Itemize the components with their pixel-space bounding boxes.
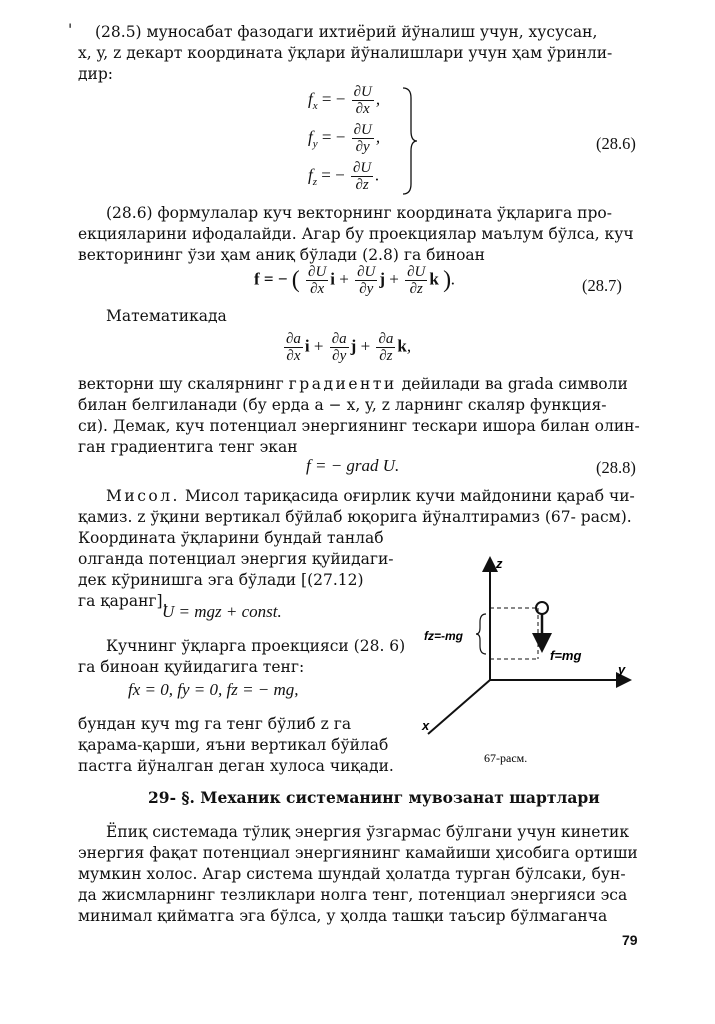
fz-label: fz=-mg: [424, 629, 463, 643]
para1-line2: x, y, z декарт координата ўқлари йўналишлари учун ҳам ўринли-: [78, 44, 613, 62]
para4-line4: да жисмларнинг тезликлари нолга тенг, потенциал энергияси эса: [78, 886, 628, 904]
eq-projections: fx = 0, fy = 0, fz = − mg,: [128, 680, 299, 699]
para3-line3: си). Демак, куч потенциал энергиянинг тескари ишора билан олин-: [78, 417, 640, 435]
eq-potential: U = mgz + const.: [162, 602, 282, 621]
f-label: f=mg: [550, 648, 582, 663]
eq287: f = − ( $\frac{\partial U}{\partial x}$ i + $\frac{\partial U}{\partial y}$ j + $\frac{\partial U}{\partial z}$ k ).: [254, 264, 456, 297]
para2-line2: екцияларини ифодалайди. Агар бу проекциялар маълум бўлса, куч: [78, 225, 634, 243]
eq286-row-x: $f_x$ = − $\frac{\partial U}{\partial x}$ ,: [308, 84, 381, 117]
figure-caption: 67-расм.: [484, 751, 528, 765]
para4-line2: энергия фақат потенциал энергиянинг камайиши ҳисобига ортиши: [78, 844, 638, 862]
grad-expression: $\frac{\partial a}{\partial x}$ i + $\frac{\partial a}{\partial y}$ j + $\frac{\partial a}{\partial z}$ k,: [286, 331, 412, 364]
x-axis: [428, 680, 490, 734]
z-label: z: [496, 556, 503, 571]
x-label: x: [422, 718, 430, 733]
leftcol2-line2: га биноан қуйидагига тенг:: [78, 658, 305, 676]
leftcol3-line2: қарама-қарши, яъни вертикал бўйлаб: [78, 736, 389, 754]
para1-line1: (28.5) муносабат фазодаги ихтиёрий йўналиш учун, хусусан,: [95, 23, 598, 41]
eq287-number: (28.7): [582, 276, 622, 295]
leftcol-line3: дек кўринишга эга бўлади [(27.12): [78, 571, 364, 589]
leftcol3-line3: пастга йўналган деган хулоса чиқади.: [78, 757, 394, 775]
eq286-row-z: $f_z$ = − $\frac{\partial U}{\partial z}$ .: [308, 160, 380, 193]
example-line1: Мисол. Мисол тариқасида оғирлик кучи майдонини қараб чи-: [106, 487, 635, 505]
para2-line1: (28.6) формулалар куч векторнинг координата ўқларига про-: [106, 204, 612, 222]
para3-line2: билан белгиланади (бу ерда a − x, y, z ларнинг скаляр функция-: [78, 396, 607, 414]
para2-line3: векторининг ўзи ҳам аниқ бўлади (2.8) га биноан: [78, 246, 486, 264]
example-line2: қамиз. z ўқини вертикал бўйлаб юқорига йўналтирамиз (67- расм).: [78, 508, 632, 526]
para3-line1: векторни шу скалярнинг градиенти дейилади ва grada символи: [78, 375, 628, 393]
leftcol3-line1: бундан куч mg га тенг бўлиб z га: [78, 715, 352, 733]
fz-brace: [476, 614, 486, 654]
para1-line3: дир:: [78, 65, 114, 83]
para3-line4: ган градиентига тенг экан: [78, 438, 298, 456]
para4-line5: минимал қийматга эга бўлса, у ҳолда ташқи таъсир бўлмаганча: [78, 907, 608, 925]
leftcol2-line1: Кучнинг ўқларга проекцияси (28. 6): [106, 637, 406, 655]
y-label: y: [618, 662, 626, 677]
eq286-number: (28.6): [596, 134, 636, 153]
leftcol-line4: га қаранг].: [78, 592, 168, 610]
section-title: 29- §. Механик системанинг мувозанат шартлари: [148, 788, 600, 807]
page-number: 79: [622, 932, 638, 948]
eq288: f = − grad U.: [306, 456, 400, 475]
para4-line1: Ёпиқ системада тўлиқ энергия ўзгармас бўлгани учун кинетик: [106, 823, 630, 841]
para4-line3: мумкин холос. Агар система шундай ҳолатда турган бўлсаки, бун-: [78, 865, 626, 883]
leftcol-line2: олганда потенциал энергия қуйидаги-: [78, 550, 394, 568]
eq286-row-y: $f_y$ = − $\frac{\partial U}{\partial y}$ ,: [308, 122, 381, 155]
eq286-brace: [400, 86, 420, 196]
eq288-number: (28.8): [596, 458, 636, 477]
leftcol-line1: Координата ўқларини бундай танлаб: [78, 529, 384, 547]
figure-67: [410, 548, 646, 778]
math-label: Математикада: [106, 307, 227, 325]
stray-mark: ': [68, 21, 73, 39]
